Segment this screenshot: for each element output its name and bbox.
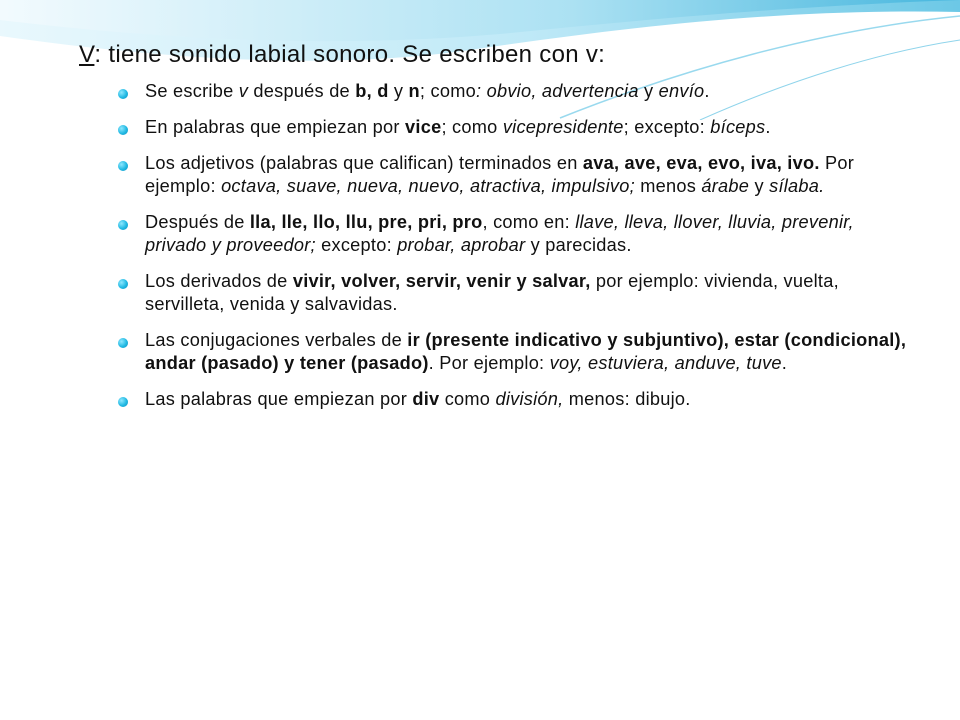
rule-text-segment: div bbox=[412, 389, 440, 409]
rule-text-segment: Las conjugaciones verbales de bbox=[145, 330, 408, 350]
rule-text-segment: división, bbox=[495, 389, 564, 409]
rule-text-segment: En palabras que empiezan por bbox=[145, 117, 406, 137]
rule-text-segment: voy, estuviera, anduve, tuve bbox=[549, 353, 782, 373]
rule-text-segment: y bbox=[638, 81, 659, 101]
bullet-dot-icon bbox=[118, 220, 128, 230]
rule-text-segment: ; excepto: bbox=[623, 117, 711, 137]
rule-text-segment: : obvio, advertencia bbox=[475, 81, 639, 101]
rule-text bbox=[145, 271, 839, 314]
slide-heading bbox=[79, 41, 605, 69]
rule-text-segment: Las palabras que empiezan por bbox=[145, 389, 413, 409]
rule-text-segment: lla, lle, llo, llu, pre, pri, pro bbox=[249, 212, 483, 232]
rule-item bbox=[100, 270, 920, 316]
rule-item bbox=[100, 211, 920, 257]
rule-text-segment: n bbox=[408, 81, 420, 101]
rule-text-segment: llave, lleva, llover, lluvia, prevenir, privado y proveedor; bbox=[145, 212, 854, 255]
rule-text-segment: . bbox=[781, 353, 788, 373]
rule-text-segment: excepto: bbox=[315, 235, 398, 255]
rule-text-segment: Después de bbox=[145, 212, 250, 232]
rule-item bbox=[100, 388, 920, 411]
rule-text-segment: ; como bbox=[419, 81, 476, 101]
rule-text-segment: ava, ave, eva, evo, iva, ivo. bbox=[582, 153, 820, 173]
rule-text-segment: ; como bbox=[441, 117, 503, 137]
rule-text-segment: ir (presente indicativo y subjuntivo), estar (condicional), andar (pasado) y tener (pasado) bbox=[145, 330, 907, 373]
bullet-dot-icon bbox=[118, 125, 128, 135]
rule-text-segment: vivir, volver, servir, venir y salvar, bbox=[292, 271, 591, 291]
heading-rest: : tiene sonido labial sonoro. Se escriben con v: bbox=[94, 41, 606, 68]
bullet-dot-icon bbox=[118, 89, 128, 99]
rule-text-segment: v bbox=[238, 81, 249, 101]
heading-lead-letter: V bbox=[79, 41, 95, 68]
rules-list bbox=[100, 80, 920, 424]
rule-text-segment: Por ejemplo: bbox=[145, 153, 854, 196]
rule-text bbox=[145, 117, 771, 137]
rule-text-segment: menos: dibujo. bbox=[563, 389, 691, 409]
rule-text-segment: y bbox=[749, 176, 770, 196]
bullet-dot-icon bbox=[118, 161, 128, 171]
bullet-dot-icon bbox=[118, 338, 128, 348]
rule-text-segment: y parecidas. bbox=[525, 235, 632, 255]
rule-text-segment: bíceps bbox=[710, 117, 766, 137]
rule-item bbox=[100, 329, 920, 375]
rule-text-segment: árabe bbox=[701, 176, 750, 196]
rule-text-segment: y bbox=[388, 81, 409, 101]
rule-text bbox=[145, 330, 906, 373]
rule-text-segment: Los derivados de bbox=[145, 271, 293, 291]
rule-text-segment: b, d bbox=[355, 81, 389, 101]
rule-item bbox=[100, 80, 920, 103]
rule-text-segment: . Por ejemplo: bbox=[428, 353, 550, 373]
rule-text-segment: Los adjetivos (palabras que califican) terminados en bbox=[145, 153, 583, 173]
bullet-dot-icon bbox=[118, 279, 128, 289]
rule-text bbox=[145, 212, 854, 255]
rule-text-segment: vice bbox=[405, 117, 442, 137]
rule-text-segment: menos bbox=[634, 176, 702, 196]
bullet-dot-icon bbox=[118, 397, 128, 407]
rule-text-segment: como bbox=[439, 389, 496, 409]
rule-text bbox=[145, 389, 691, 409]
rule-text-segment: probar, aprobar bbox=[397, 235, 526, 255]
rule-text-segment: . bbox=[704, 81, 710, 101]
rule-text-segment: vicepresidente bbox=[502, 117, 624, 137]
rule-text-segment: sílaba. bbox=[769, 176, 825, 196]
rule-text-segment: envío bbox=[658, 81, 705, 101]
rule-text-segment: por ejemplo: vivienda, vuelta, servilleta, venida y salvavidas. bbox=[145, 271, 839, 314]
rule-text-segment: Se escribe bbox=[145, 81, 239, 101]
rule-text-segment: después de bbox=[248, 81, 356, 101]
rule-item bbox=[100, 116, 920, 139]
rule-text bbox=[145, 81, 710, 101]
rule-text-segment: , como en: bbox=[482, 212, 576, 232]
rule-text-segment: . bbox=[765, 117, 771, 137]
rule-text-segment: octava, suave, nueva, nuevo, atractiva, impulsivo; bbox=[221, 176, 635, 196]
rule-item bbox=[100, 152, 920, 198]
rule-text bbox=[145, 153, 854, 196]
